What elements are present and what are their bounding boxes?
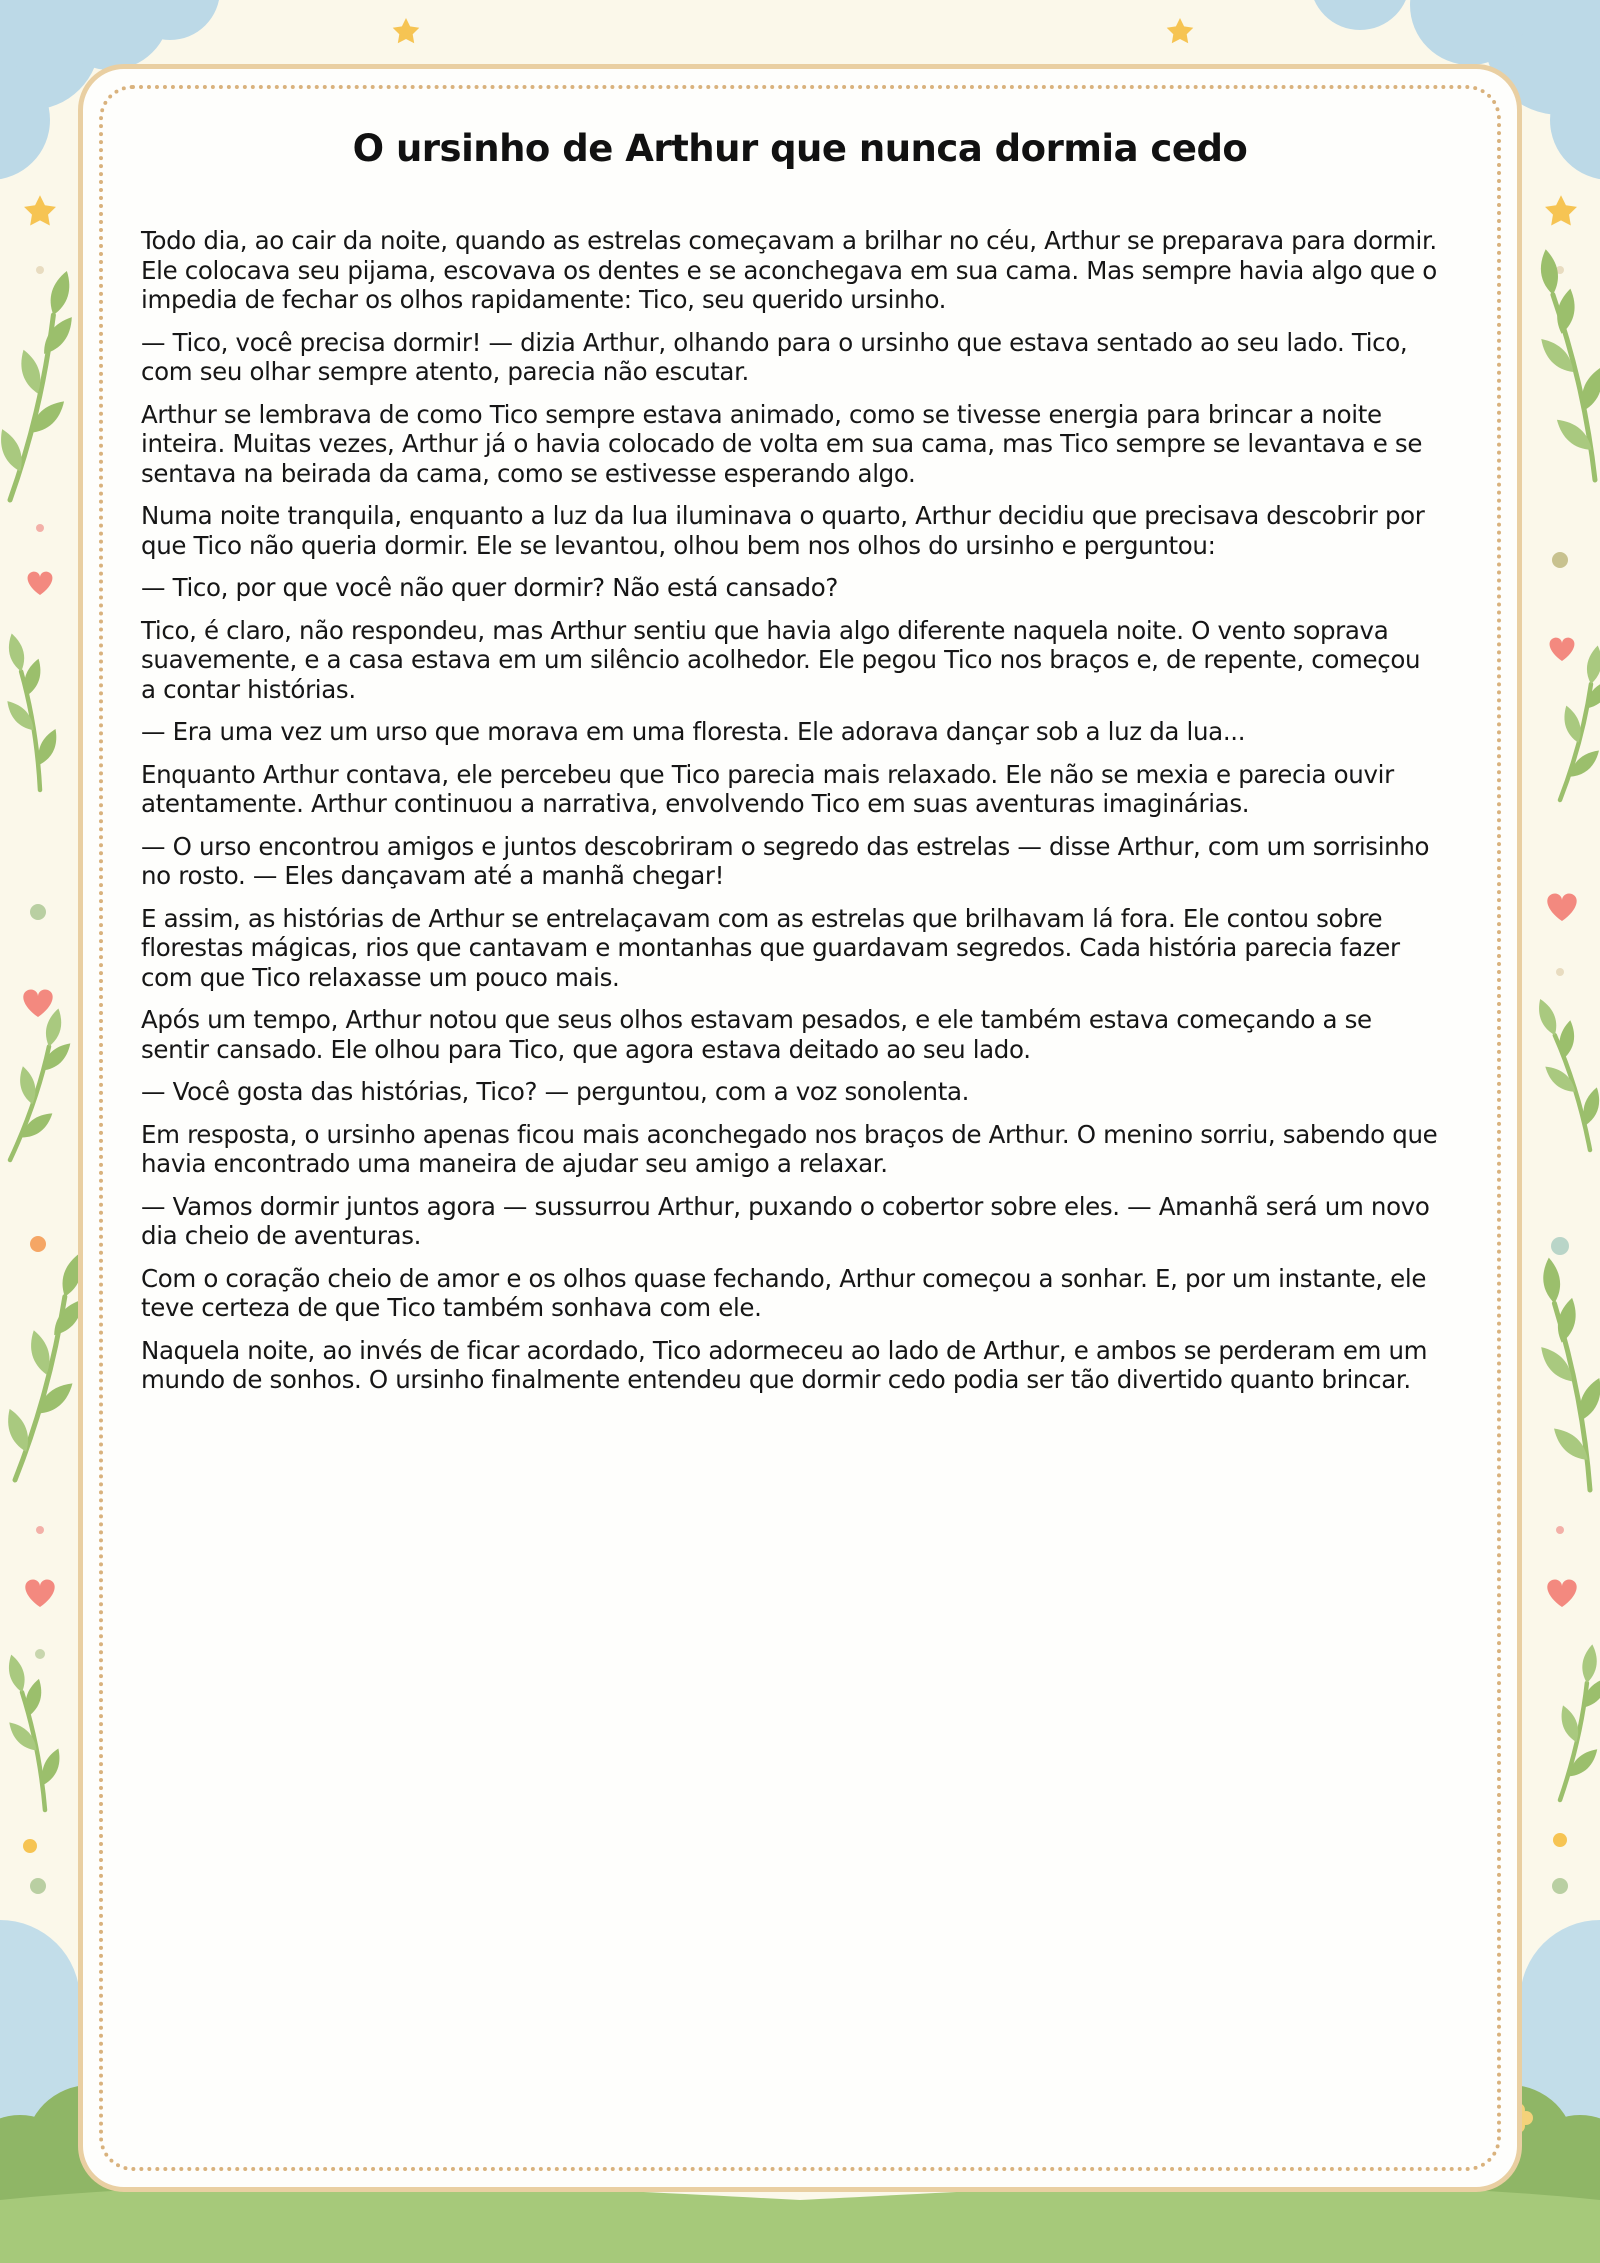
story-paragraph: — O urso encontrou amigos e juntos descobriram o segredo das estrelas — disse Arthur, com um sorrisinho no rosto. — Eles dançavam até a manhã chegar! — [141, 831, 1430, 890]
story-paragraph: — Era uma vez um urso que morava em uma floresta. Ele adorava dançar sob a luz da lua... — [141, 717, 1246, 746]
story-paragraph: E assim, as histórias de Arthur se entrelaçavam com as estrelas que brilhavam lá fora. Ele contou sobre florestas mágicas, rios que cantavam e montanhas que guardavam segredos. Cada história parecia fazer com que Tico relaxasse um pouco mais. — [141, 903, 1400, 992]
story-paragraph: Em resposta, o ursinho apenas ficou mais aconchegado nos braços de Arthur. O menino sorriu, sabendo que havia encontrado uma maneira de ajudar seu amigo a relaxar. — [141, 1119, 1438, 1178]
grass-icon — [0, 2184, 1600, 2263]
heart-icon — [28, 572, 53, 595]
heart-icon — [25, 1579, 54, 1607]
heart-icon — [23, 989, 52, 1017]
heart-icon — [1547, 1579, 1576, 1607]
story-body — [141, 226, 1441, 1408]
story-paragraph: Todo dia, ao cair da noite, quando as estrelas começavam a brilhar no céu, Arthur se preparava para dormir. Ele colocava seu pijama, escovava os dentes e se aconchegava em sua cama. Mas sempre havia algo que o impedia de fechar os olhos rapidamente: Tico, seu querido ursinho. — [141, 226, 1437, 314]
story-paragraph: Após um tempo, Arthur notou que seus olhos estavam pesados, e ele também estava começando a se sentir cansado. Ele olhou para Tico, que agora estava deitado ao seu lado. — [141, 1005, 1372, 1064]
star-icon — [1545, 195, 1577, 225]
star-icon — [1167, 18, 1194, 43]
star-icon — [393, 18, 420, 43]
story-title: O ursinho de Arthur que nunca dormia cedo — [352, 127, 1248, 170]
story-paragraph: Com o coração cheio de amor e os olhos quase fechando, Arthur começou a sonhar. E, por um instante, ele teve certeza de que Tico também sonhava com ele. — [141, 1263, 1427, 1322]
story-paragraph: — Tico, por que você não quer dormir? Não está cansado? — [141, 573, 839, 602]
story-paragraph: Naquela noite, ao invés de ficar acordado, Tico adormeceu ao lado de Arthur, e ambos se perderam em um mundo de sonhos. O ursinho finalmente entendeu que dormir cedo podia ser tão divertido quanto brincar. — [141, 1335, 1428, 1394]
leaf-icon — [1509, 241, 1600, 1807]
story-paragraph: — Vamos dormir juntos agora — sussurrou Arthur, puxando o cobertor sobre eles. — Amanhã será um novo dia cheio de aventuras. — [141, 1191, 1430, 1250]
heart-icon — [1550, 638, 1575, 661]
story-paragraph: — Tico, você precisa dormir! — dizia Arthur, olhando para o ursinho que estava sentado ao seu lado. Tico, com seu olhar sempre atento, parecia não escutar. — [141, 327, 1408, 386]
story-paragraph: Numa noite tranquila, enquanto a luz da lua iluminava o quarto, Arthur decidiu que precisava descobrir por que Tico não queria dormir. Ele se levantou, olhou bem nos olhos do ursinho e perguntou: — [141, 501, 1425, 560]
story-paragraph: Tico, é claro, não respondeu, mas Arthur sentiu que havia algo diferente naquela noite. O vento soprava suavemente, e a casa estava em um silêncio acolhedor. Ele pegou Tico nos braços e, de repente, começou a contar histórias. — [141, 615, 1421, 704]
story-paragraph: — Você gosta das histórias, Tico? — perguntou, com a voz sonolenta. — [141, 1077, 970, 1106]
story-paragraph: Arthur se lembrava de como Tico sempre estava animado, como se tivesse energia para brincar a noite inteira. Muitas vezes, Arthur já o havia colocado de volta em sua cama, mas Tico sempre se levantava e se sentava na beirada da cama, como se estivesse esperando algo. — [141, 399, 1423, 488]
star-icon — [24, 195, 56, 225]
story-paragraph: Enquanto Arthur contava, ele percebeu que Tico parecia mais relaxado. Ele não se mexia e parecia ouvir atentamente. Arthur continuou a narrativa, envolvendo Tico em suas aventuras imaginárias. — [141, 759, 1394, 818]
heart-icon — [1547, 893, 1576, 921]
